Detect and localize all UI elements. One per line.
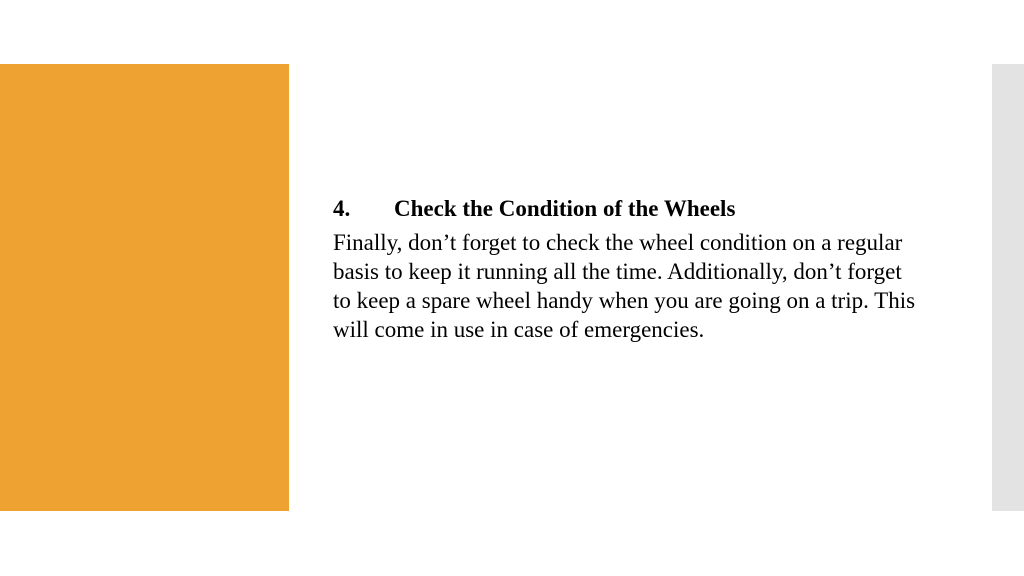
heading-number: 4. bbox=[333, 196, 351, 221]
heading-title: Check the Condition of the Wheels bbox=[394, 196, 736, 221]
body-paragraph: Finally, don’t forget to check the wheel condition on a regular basis to keep it running all the time. Additionally, don’t forget to keep a spare wheel handy when you are going on a trip. This will come in use in case of emergencies. bbox=[333, 230, 916, 342]
slide-content bbox=[333, 192, 933, 344]
section-heading bbox=[333, 192, 933, 226]
side-bar bbox=[992, 64, 1024, 511]
accent-block bbox=[0, 64, 289, 511]
